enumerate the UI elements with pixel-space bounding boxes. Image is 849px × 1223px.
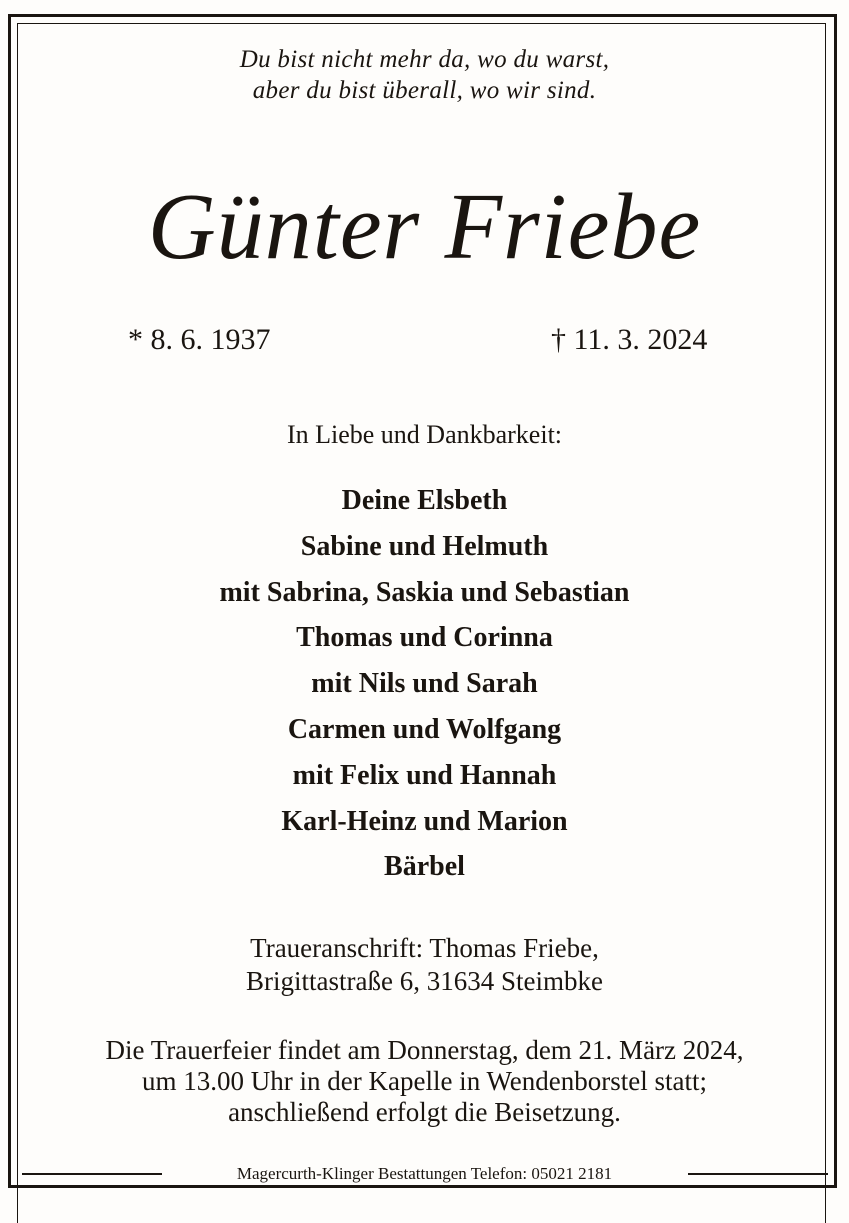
ceremony-line-3: anschließend erfolgt die Beisetzung. bbox=[228, 1097, 621, 1127]
death-date: † 11. 3. 2024 bbox=[551, 323, 708, 356]
mourners-list bbox=[0, 478, 849, 890]
mourner-item: mit Sabrina, Saskia und Sebastian bbox=[219, 576, 630, 608]
quote-line-1: Du bist nicht mehr da, wo du warst, bbox=[239, 46, 610, 73]
memorial-quote bbox=[0, 44, 849, 106]
deceased-name: Günter Friebe bbox=[147, 175, 702, 279]
ceremony-line-2: um 13.00 Uhr in der Kapelle in Wendenborstel statt; bbox=[142, 1066, 707, 1096]
mourner-item: mit Nils und Sarah bbox=[311, 668, 538, 700]
mourner-item: Bärbel bbox=[384, 851, 465, 883]
mourner-item: Sabine und Helmuth bbox=[300, 530, 549, 562]
mourner-item: Thomas und Corinna bbox=[296, 622, 553, 654]
ceremony-line-1: Die Trauerfeier findet am Donnerstag, dem 21. März 2024, bbox=[105, 1035, 744, 1065]
mourner-item: Deine Elsbeth bbox=[341, 485, 508, 516]
mourner-item: Carmen und Wolfgang bbox=[287, 713, 562, 745]
birth-date: * 8. 6. 1937 bbox=[128, 323, 271, 356]
mourner-item: Karl-Heinz und Marion bbox=[281, 805, 568, 837]
quote-line-2: aber du bist überall, wo wir sind. bbox=[252, 77, 597, 104]
funeral-home-footer: Magercurth-Klinger Bestattungen Telefon: 05021 2181 bbox=[236, 1164, 613, 1183]
ceremony-info bbox=[0, 1035, 849, 1128]
thanks-heading: In Liebe und Dankbarkeit: bbox=[286, 420, 563, 449]
mourner-item: mit Felix und Hannah bbox=[292, 759, 557, 791]
address-line-2: Brigittastraße 6, 31634 Steimbke bbox=[246, 966, 603, 996]
address-line-1: Traueranschrift: Thomas Friebe, bbox=[250, 933, 599, 963]
mourning-address bbox=[0, 932, 849, 998]
